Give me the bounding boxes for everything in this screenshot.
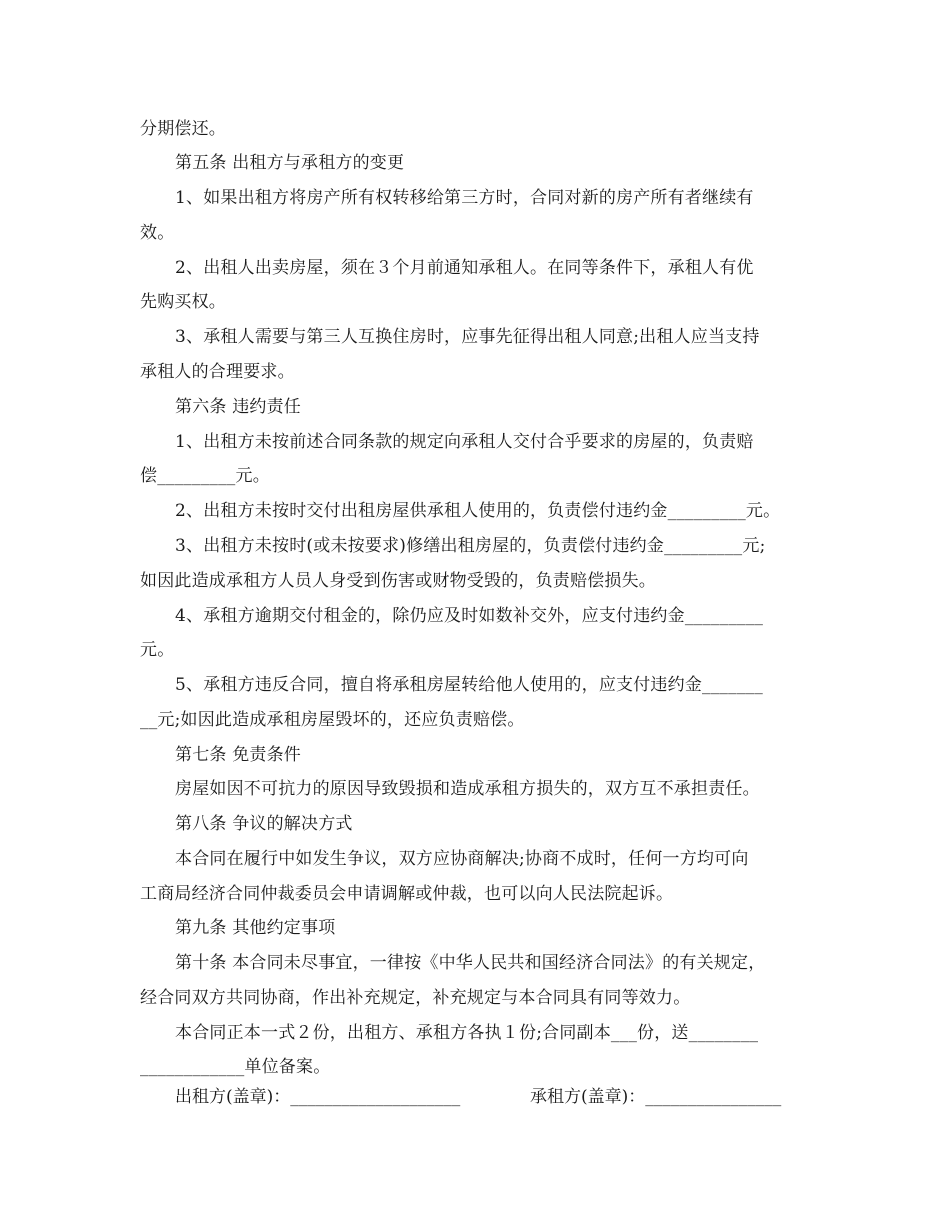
text-line: 先购买权。 [140,292,226,312]
text-line: 1、出租方未按前述合同条款的规定向承租人交付合乎要求的房屋的，负责赔 [175,432,754,452]
article-heading: 第六条 违约责任 [175,397,302,417]
text-line: 偿_________元。 [140,466,270,486]
article-heading: 第九条 其他约定事项 [175,918,336,938]
text-line: 分期偿还。 [140,119,226,139]
article-heading: 第五条 出租方与承租方的变更 [175,153,405,173]
text-line: 效。 [140,223,175,243]
text-line: 本合同在履行中如发生争议，双方应协商解决;协商不成时，任何一方均可向 [175,849,749,869]
text-line: 经合同双方共同协商，作出补充规定，补充规定与本合同具有同等效力。 [140,988,691,1008]
text-line: 房屋如因不可抗力的原因导致毁损和造成承租方损失的，双方互不承担责任。 [175,779,760,799]
text-line: 工商局经济合同仲裁委员会申请调解或仲裁，也可以向人民法院起诉。 [140,884,674,904]
text-line: 第十条 本合同未尽事宜，一律按《中华人民共和国经济合同法》的有关规定， [175,953,766,973]
text-line: 2、出租人出卖房屋，须在３个月前通知承租人。在同等条件下，承租人有优 [175,258,754,278]
text-line: 3、出租方未按时(或未按要求)修缮出租房屋的，负责偿付违约金_________元; [175,536,766,556]
article-heading: 第八条 争议的解决方式 [175,814,353,834]
text-line: 3、承租人需要与第三人互换住房时，应事先征得出租人同意;出租人应当支持 [175,327,760,347]
article-heading: 第七条 免责条件 [175,745,302,765]
text-line: 承租人的合理要求。 [140,362,295,382]
text-line: 4、承租方逾期交付租金的，除仍应及时如数补交外，应支付违约金_________ [175,606,764,626]
lessor-signature: 出租方(盖章)：____________________ [175,1087,461,1107]
text-line: 1、如果出租方将房产所有权转移给第三方时，合同对新的房产所有者继续有 [175,188,754,208]
text-line: ____________单位备案。 [140,1057,331,1077]
lessee-signature: 承租方(盖章)：________________ [530,1087,782,1107]
text-line: 2、出租方未按时交付出租房屋供承租人使用的，负责偿付违约金_________元。 [175,501,781,521]
text-line: 5、承租方违反合同，擅自将承租房屋转给他人使用的，应支付违约金_______ [175,675,763,695]
text-line: 如因此造成承租方人员人身受到伤害或财物受毁的，负责赔偿损失。 [140,571,656,591]
text-line: __元;如因此造成承租房屋毁坏的，还应负责赔偿。 [140,710,525,730]
text-line: 本合同正本一式２份，出租方、承租方各执１份;合同副本___份，送________ [175,1023,759,1043]
text-line: 元。 [140,640,175,660]
